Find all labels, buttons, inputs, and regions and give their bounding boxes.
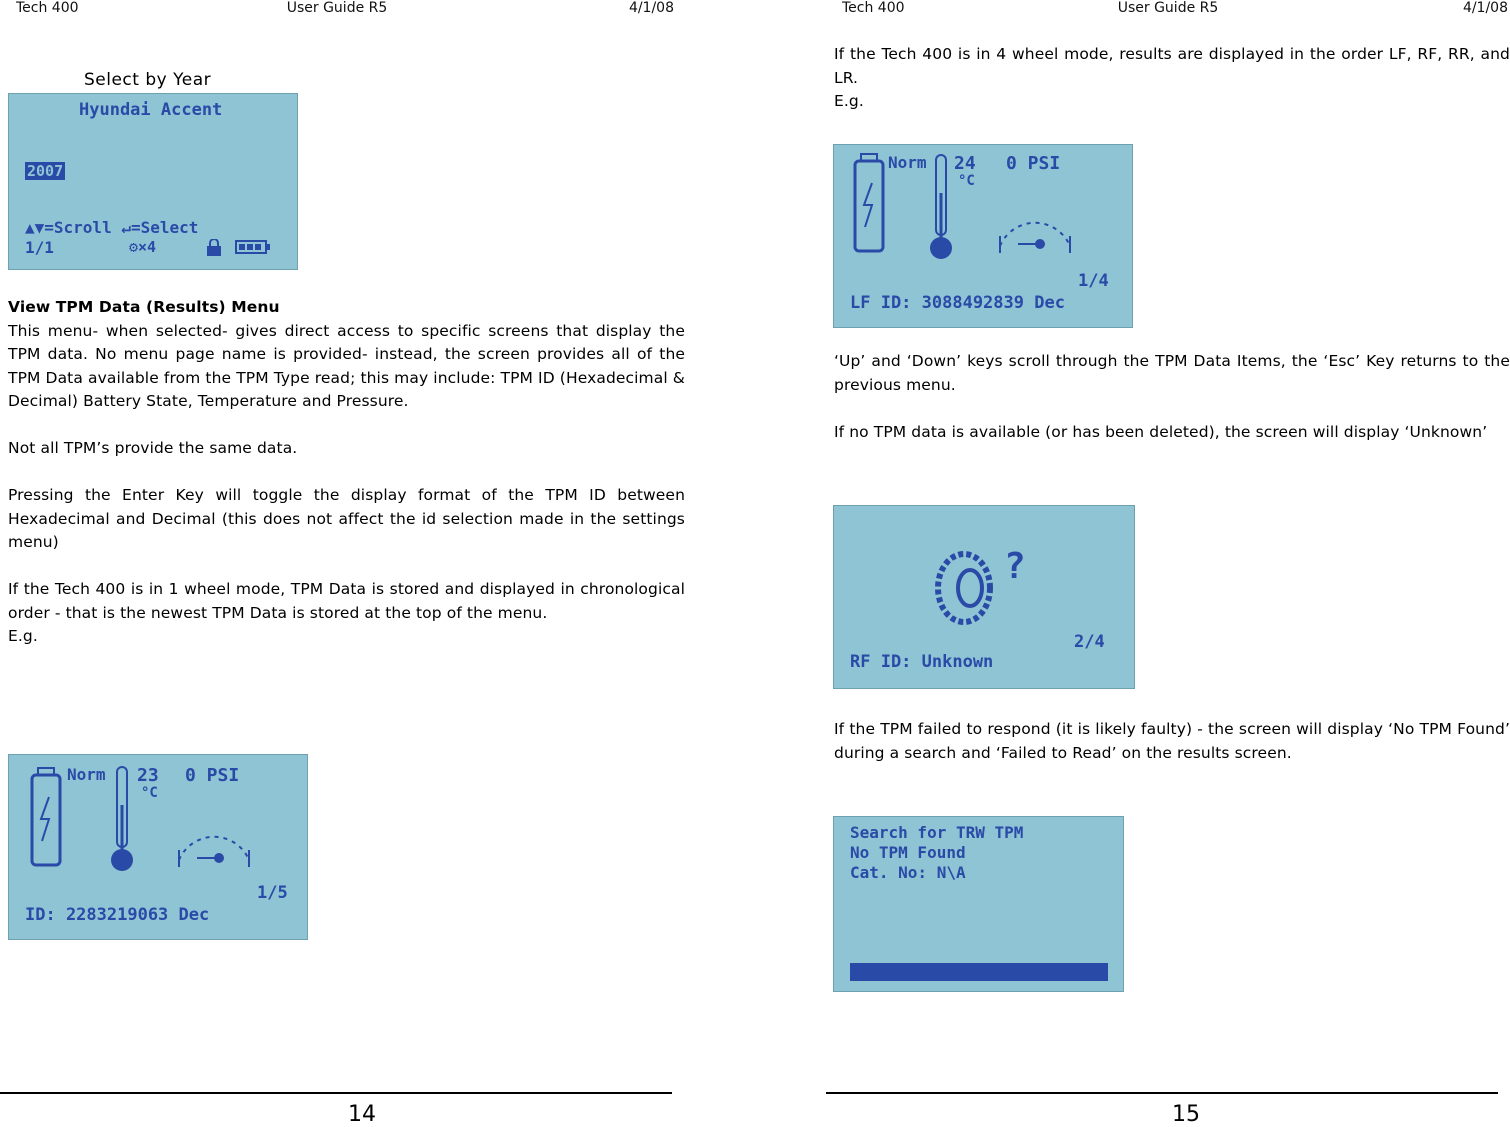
page-number: 15 xyxy=(1172,1102,1200,1127)
paragraph: ‘Up’ and ‘Down’ keys scroll through the TPM Data Items, the ‘Esc’ Key returns to the previous menu. xyxy=(834,352,1510,394)
lcd-tpm-unknown xyxy=(833,505,1135,689)
lcd-id: LF ID: 3088492839 Dec xyxy=(850,293,1065,313)
lcd-tpm-lf xyxy=(833,144,1133,328)
lcd-id: RF ID: Unknown xyxy=(850,652,994,672)
right-page xyxy=(826,0,1510,1127)
right-body-failed xyxy=(834,718,1510,765)
page-header xyxy=(0,0,674,20)
lcd-title: Hyundai Accent xyxy=(79,100,223,120)
battery-lightning-icon xyxy=(29,767,63,867)
lcd-temperature: 23 xyxy=(137,765,159,786)
lcd-question: ? xyxy=(1004,546,1026,587)
battery-lightning-icon xyxy=(852,153,886,253)
gauge-icon xyxy=(169,805,259,870)
lcd-temp-unit: °C xyxy=(958,173,975,189)
page-number: 14 xyxy=(348,1102,376,1127)
paragraph: If no TPM data is available (or has been deleted), the screen will display ‘Unknown’ xyxy=(834,422,1488,441)
lcd-page: 2/4 xyxy=(1074,632,1105,652)
header-product: Tech 400 xyxy=(16,0,79,16)
header-date: 4/1/08 xyxy=(628,0,674,16)
footer-rule xyxy=(0,1092,672,1094)
lcd-line: No TPM Found xyxy=(850,843,966,862)
paragraph: If the Tech 400 is in 1 wheel mode, TPM Data is stored and displayed in chronological order - that is the newest TPM Data is stored at the top of the menu. xyxy=(8,580,685,622)
tire-icon xyxy=(934,550,994,626)
header-date: 4/1/08 xyxy=(1462,0,1508,16)
lcd-tpm-data xyxy=(8,754,308,940)
header-doc: User Guide R5 xyxy=(1117,0,1219,16)
lcd-norm: Norm xyxy=(888,153,927,172)
lcd-wheel-count: ⚙×4 xyxy=(129,238,157,256)
lcd-norm: Norm xyxy=(67,765,106,784)
battery-icon xyxy=(235,240,271,254)
lcd-pressure: 0 PSI xyxy=(1006,153,1061,174)
lcd-select-year xyxy=(8,93,298,270)
paragraph: Not all TPM’s provide the same data. xyxy=(8,439,298,457)
figure-caption: Select by Year xyxy=(84,70,212,90)
header-doc: User Guide R5 xyxy=(286,0,388,16)
lcd-selected-year: 2007 xyxy=(27,162,64,180)
lcd-page: 1/5 xyxy=(257,883,288,903)
lcd-line: Search for TRW TPM xyxy=(850,823,1024,842)
page-header xyxy=(826,0,1510,20)
paragraph: Pressing the Enter Key will toggle the display format of the TPM ID between Hexadecimal and Decimal (this does not affect the id selection made in the settings menu) xyxy=(8,486,685,551)
paragraph: E.g. xyxy=(8,627,38,645)
lcd-page: 1/4 xyxy=(1078,271,1109,291)
footer-rule xyxy=(826,1092,1498,1094)
lcd-temp-unit: °C xyxy=(141,785,158,801)
lcd-id: ID: 2283219063 Dec xyxy=(25,905,210,925)
lock-icon xyxy=(205,239,223,257)
left-body xyxy=(8,296,685,649)
section-heading: View TPM Data (Results) Menu xyxy=(8,298,280,316)
paragraph: This menu- when selected- gives direct access to specific screens that display the TPM data. No menu page name is provided- instead, the screen provides all of the TPM Data available from the TPM Type read; this may include: TPM ID (Hexadecimal & Decimal) Battery State, Temperature and Pressure. xyxy=(8,321,685,410)
lcd-search xyxy=(833,816,1124,992)
right-body xyxy=(834,350,1510,444)
lcd-temperature: 24 xyxy=(954,153,976,174)
paragraph: If the TPM failed to respond (it is likely faulty) - the screen will display ‘No TPM Found’ during a search and ‘Failed to Read’ on the results screen. xyxy=(834,720,1510,762)
lcd-pressure: 0 PSI xyxy=(185,765,240,786)
right-intro xyxy=(834,43,1510,114)
progress-bar xyxy=(850,963,1108,981)
lcd-help: ▲▼=Scroll ↵=Select xyxy=(25,218,199,237)
header-product: Tech 400 xyxy=(842,0,905,16)
thermometer-icon xyxy=(107,765,137,875)
thermometer-icon xyxy=(926,153,956,263)
lcd-line: Cat. No: N\A xyxy=(850,863,966,882)
lcd-page: 1/1 xyxy=(25,238,54,257)
gauge-icon xyxy=(990,191,1080,256)
left-page xyxy=(0,0,690,1127)
paragraph: If the Tech 400 is in 4 wheel mode, results are displayed in the order LF, RF, RR, and LR. xyxy=(834,45,1510,87)
paragraph: E.g. xyxy=(834,92,864,110)
